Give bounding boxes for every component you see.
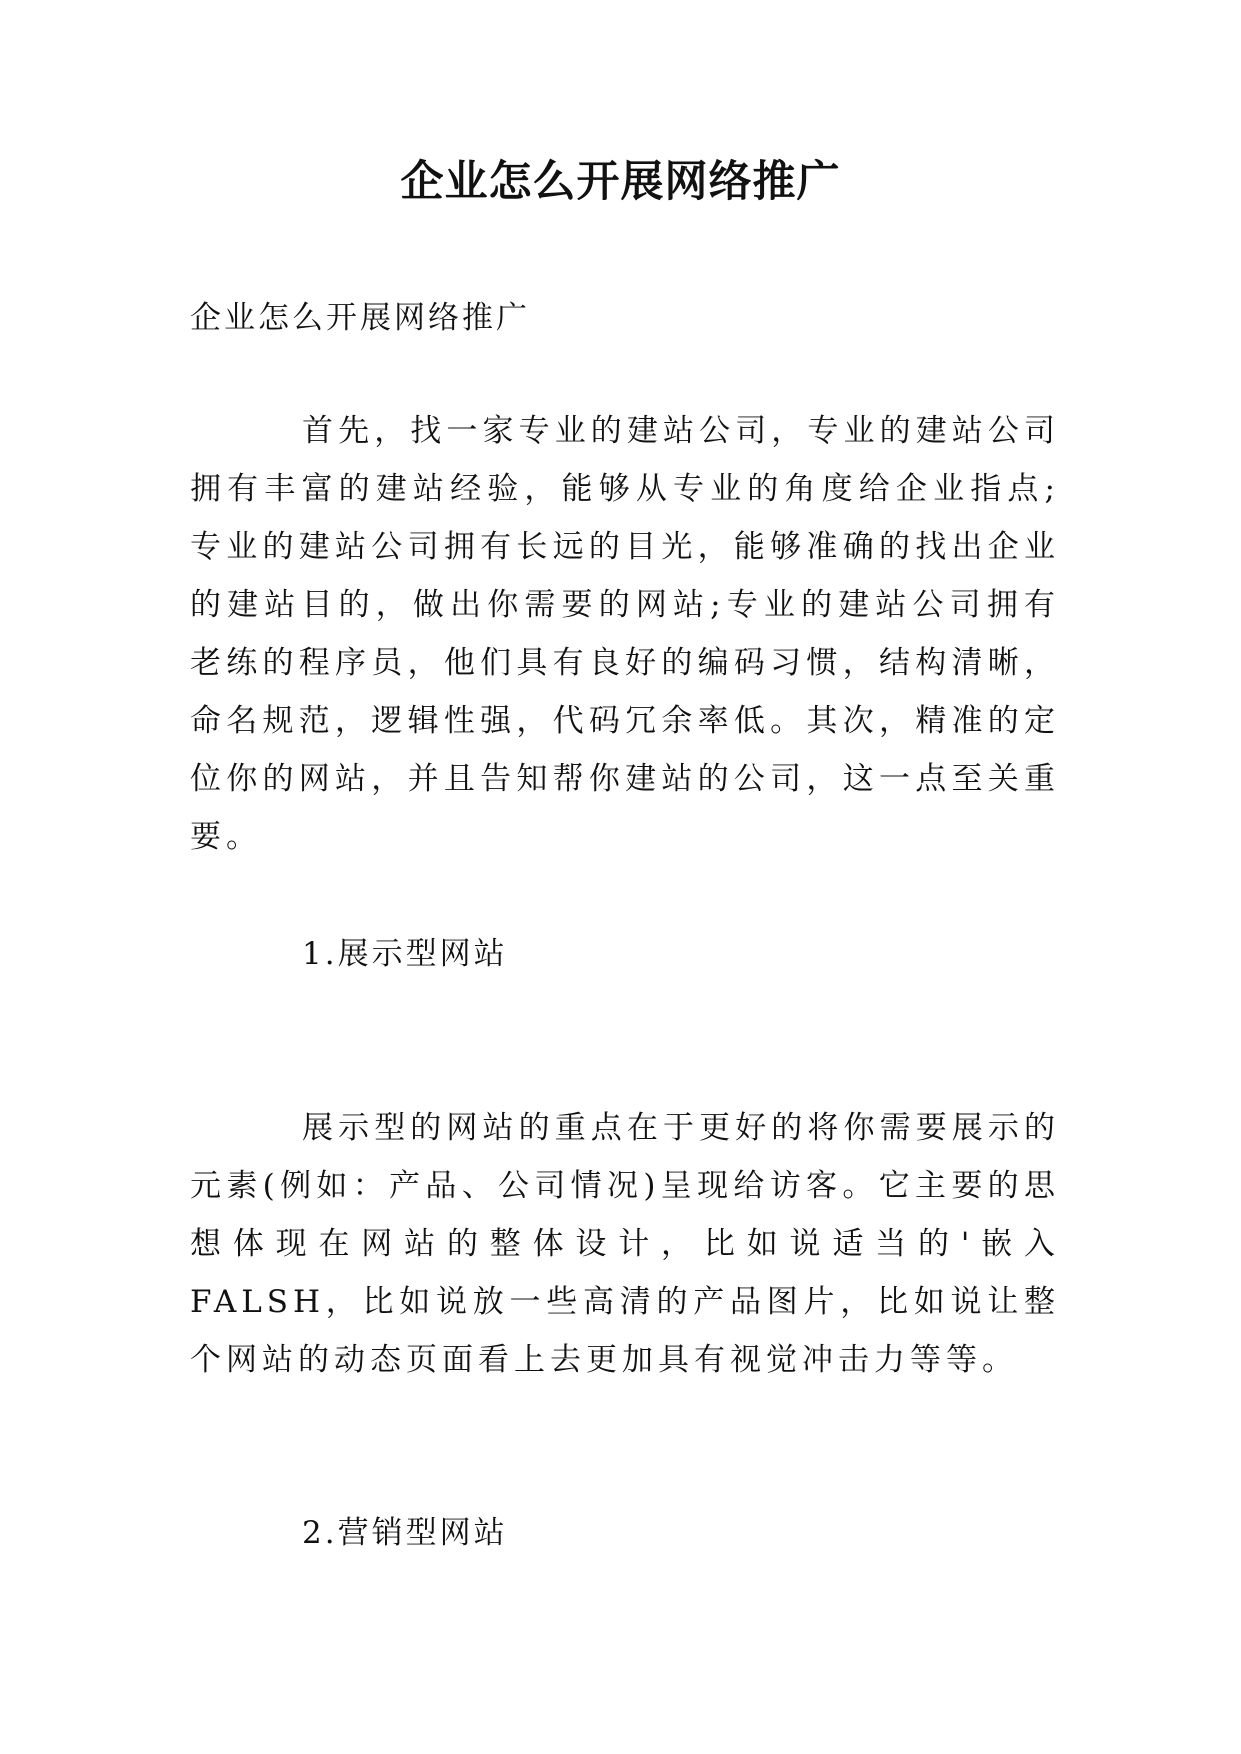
paragraph-showcase-site: 展示型的网站的重点在于更好的将你需要展示的元素(例如：产品、公司情况)呈现给访客。它主要的思想体现在网站的整体设计，比如说适当的'嵌入FALSH，比如说放一些高清的产品图片，比如说让整个网站的动态页面看上去更加具有视觉冲击力等等。 [190, 1110, 1060, 1378]
section-heading-marketing-site: 2.营销型网站 [302, 1515, 508, 1551]
section-heading-showcase-site: 1.展示型网站 [302, 936, 508, 972]
document-title: 企业怎么开展网络推广 [400, 157, 841, 207]
paragraph-intro: 首先，找一家专业的建站公司，专业的建站公司拥有丰富的建站经验，能够从专业的角度给企业指点;专业的建站公司拥有长远的目光，能够准确的找出企业的建站目的，做出你需要的网站;专业的建站公司拥有老练的程序员，他们具有良好的编码习惯，结构清晰，命名规范，逻辑性强，代码冗余率低。其次，精准的定位你的网站，并且告知帮你建站的公司，这一点至关重要。 [190, 413, 1060, 855]
document-subtitle: 企业怎么开展网络推广 [190, 300, 530, 336]
